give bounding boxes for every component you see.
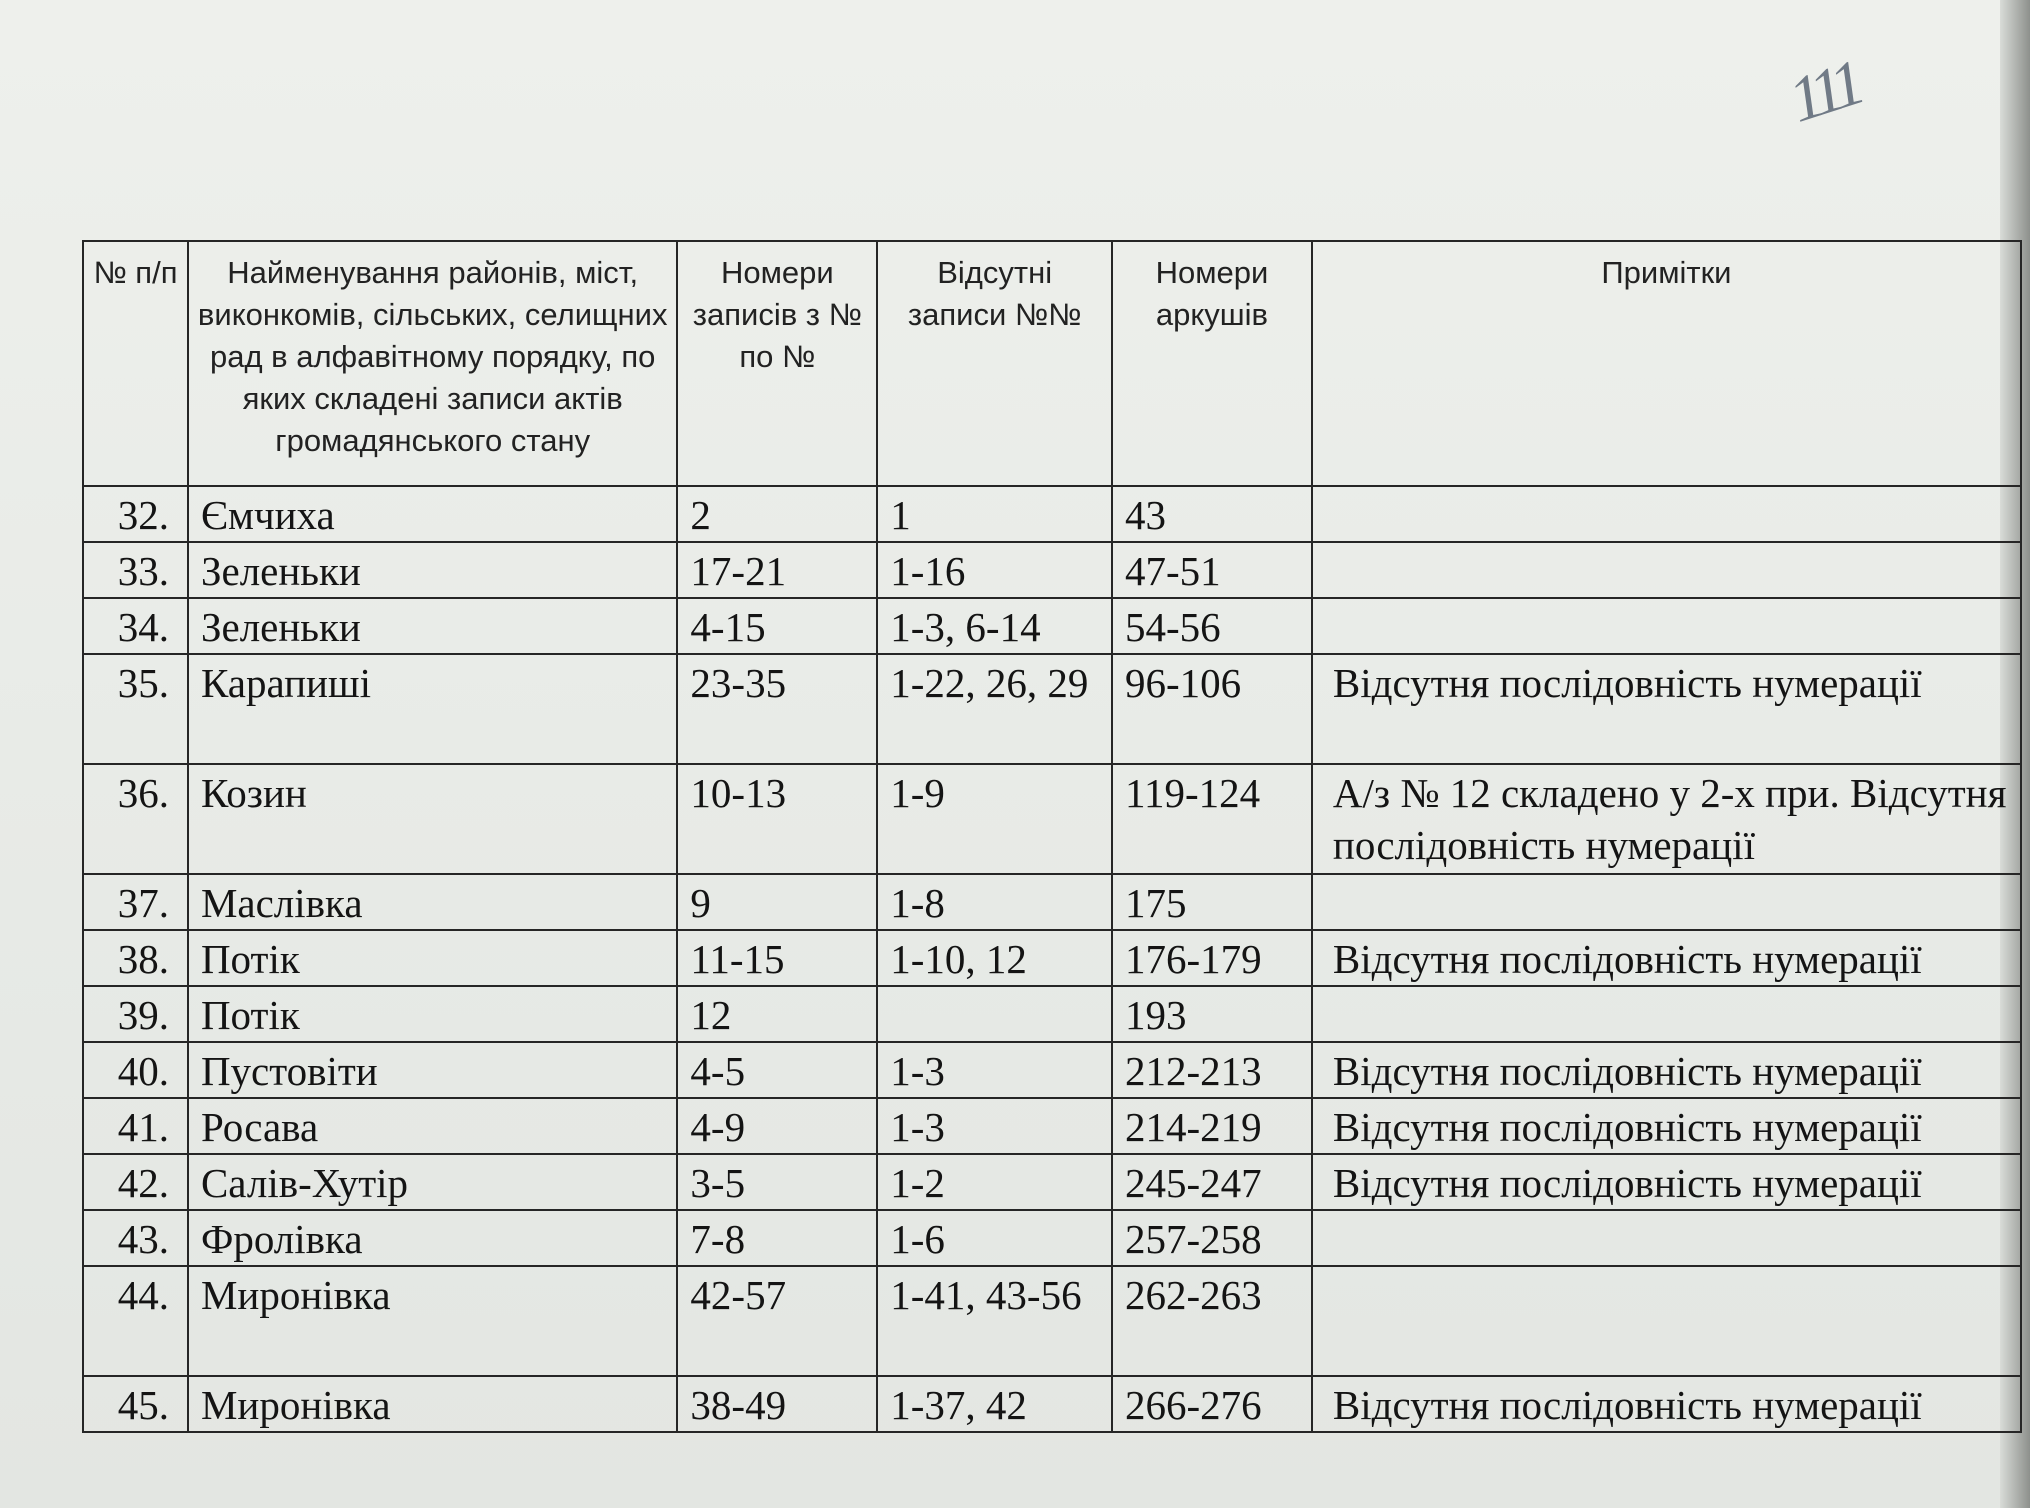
row-records: 38-49 [677,1376,877,1432]
table-header-row [83,241,2021,486]
row-note: Відсутня послідовність нумерації [1312,1376,2021,1432]
header-name: Найменування районів, міст, виконкомів, сільських, селищних рад в алфавітному порядку, по яких складені записи актів громадянського стану [188,241,677,486]
table-row [83,1376,2021,1432]
row-note: Відсутня послідовність нумерації [1312,930,2021,986]
row-name: Козин [188,764,677,874]
row-missing: 1-10, 12 [877,930,1112,986]
row-number: 32. [83,486,188,542]
row-sheets: 175 [1112,874,1312,930]
row-records: 4-5 [677,1042,877,1098]
row-name: Маслівка [188,874,677,930]
row-missing: 1-6 [877,1210,1112,1266]
row-name: Ємчиха [188,486,677,542]
row-note: А/з № 12 складено у 2-х при. Відсутня послідовність нумерації [1312,764,2021,874]
row-records: 9 [677,874,877,930]
row-missing [877,986,1112,1042]
row-sheets: 96-106 [1112,654,1312,764]
row-sheets: 257-258 [1112,1210,1312,1266]
row-name: Зеленьки [188,542,677,598]
row-number: 43. [83,1210,188,1266]
row-missing: 1-9 [877,764,1112,874]
row-note: Відсутня послідовність нумерації [1312,1098,2021,1154]
table-row [83,1098,2021,1154]
table-row [83,486,2021,542]
table-row [83,654,2021,764]
row-number: 35. [83,654,188,764]
table-row [83,874,2021,930]
row-sheets: 43 [1112,486,1312,542]
row-records: 12 [677,986,877,1042]
row-number: 40. [83,1042,188,1098]
row-name: Пустовіти [188,1042,677,1098]
header-notes: Примітки [1312,241,2021,486]
row-missing: 1-16 [877,542,1112,598]
row-name: Фролівка [188,1210,677,1266]
table-row [83,542,2021,598]
row-name: Росава [188,1098,677,1154]
row-sheets: 54-56 [1112,598,1312,654]
row-records: 7-8 [677,1210,877,1266]
row-sheets: 266-276 [1112,1376,1312,1432]
row-name: Потік [188,986,677,1042]
row-records: 4-9 [677,1098,877,1154]
row-missing: 1-8 [877,874,1112,930]
row-sheets: 212-213 [1112,1042,1312,1098]
row-number: 42. [83,1154,188,1210]
row-missing: 1-3 [877,1098,1112,1154]
handwritten-sheet-number: 111 [1780,47,1868,136]
row-name: Миронівка [188,1266,677,1376]
row-note: Відсутня послідовність нумерації [1312,1154,2021,1210]
table-row [83,1042,2021,1098]
table-row [83,1266,2021,1376]
row-sheets: 214-219 [1112,1098,1312,1154]
row-sheets: 176-179 [1112,930,1312,986]
row-records: 2 [677,486,877,542]
row-name: Потік [188,930,677,986]
table-row [83,930,2021,986]
row-missing: 1-2 [877,1154,1112,1210]
header-missing: Відсутні записи №№ [877,241,1112,486]
row-note [1312,486,2021,542]
table-row [83,1154,2021,1210]
row-sheets: 193 [1112,986,1312,1042]
row-number: 34. [83,598,188,654]
table-row [83,764,2021,874]
row-number: 45. [83,1376,188,1432]
row-note [1312,542,2021,598]
row-name: Миронівка [188,1376,677,1432]
row-note [1312,874,2021,930]
row-note [1312,1266,2021,1376]
row-records: 4-15 [677,598,877,654]
row-records: 42-57 [677,1266,877,1376]
header-records: Номери записів з № по № [677,241,877,486]
header-number: № п/п [83,241,188,486]
row-sheets: 47-51 [1112,542,1312,598]
row-number: 33. [83,542,188,598]
row-name: Салів-Хутір [188,1154,677,1210]
table-row [83,598,2021,654]
row-name: Карапиші [188,654,677,764]
row-number: 44. [83,1266,188,1376]
header-sheets: Номери аркушів [1112,241,1312,486]
row-records: 17-21 [677,542,877,598]
row-note: Відсутня послідовність нумерації [1312,654,2021,764]
row-missing: 1-41, 43-56 [877,1266,1112,1376]
row-missing: 1-3 [877,1042,1112,1098]
table-body [83,486,2021,1432]
row-note [1312,986,2021,1042]
row-note: Відсутня послідовність нумерації [1312,1042,2021,1098]
row-sheets: 262-263 [1112,1266,1312,1376]
civil-records-table [82,240,2022,1433]
row-missing: 1-37, 42 [877,1376,1112,1432]
table-row [83,986,2021,1042]
row-number: 38. [83,930,188,986]
row-note [1312,1210,2021,1266]
row-number: 37. [83,874,188,930]
row-records: 3-5 [677,1154,877,1210]
row-missing: 1-3, 6-14 [877,598,1112,654]
row-sheets: 119-124 [1112,764,1312,874]
row-number: 36. [83,764,188,874]
row-missing: 1-22, 26, 29 [877,654,1112,764]
row-sheets: 245-247 [1112,1154,1312,1210]
row-name: Зеленьки [188,598,677,654]
table-row [83,1210,2021,1266]
row-records: 23-35 [677,654,877,764]
row-records: 10-13 [677,764,877,874]
row-number: 41. [83,1098,188,1154]
row-records: 11-15 [677,930,877,986]
row-number: 39. [83,986,188,1042]
row-note [1312,598,2021,654]
row-missing: 1 [877,486,1112,542]
